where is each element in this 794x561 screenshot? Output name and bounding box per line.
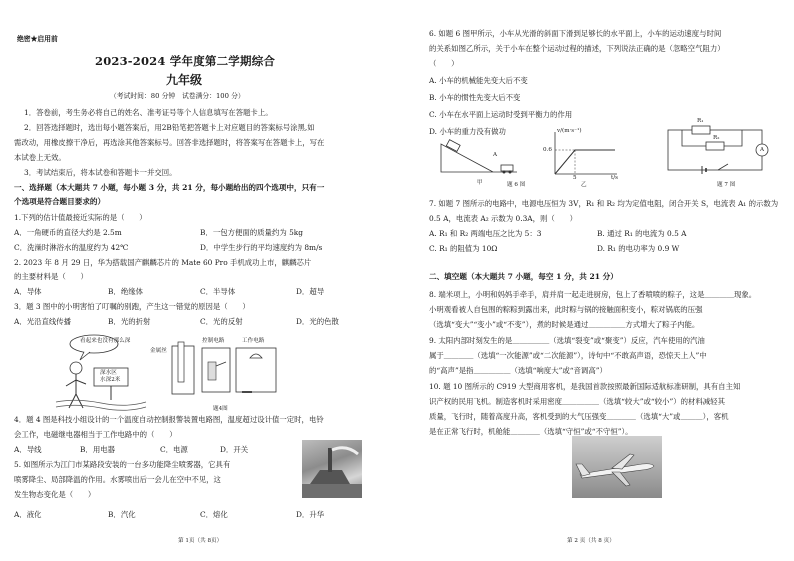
q6-option-d: D. 小车的重力没有做功 [429, 127, 506, 136]
figure-4-label-wire: 金属丝 [150, 348, 167, 354]
q1-option-a: A．一角硬币的直径大约是 2.5m [14, 228, 122, 237]
q1-option-d: D．中学生步行的平均速度约为 8m/s [200, 243, 323, 252]
q9-line-1: 9. 太阳内部时刻发生的是＿＿＿＿＿（选填“裂变”或“聚变”）反应，汽车使用的汽油 [429, 336, 705, 345]
q8-line-1: 8. 端米项上，小明和妈妈手牵手，肩并肩一起走进厨房，包上了香喷喷的粽子，这是＿＿＿＿现象。 [429, 290, 757, 299]
q4-option-a: A．导线 [14, 445, 42, 454]
q1-stem: 1.下列的估计值最接近实际的是（ ） [14, 213, 147, 222]
figure-4-caption: 题4图 [213, 406, 228, 412]
q2-option-b: B．绝缘体 [108, 287, 143, 296]
figure-4-circuit [160, 336, 280, 406]
q1-option-c: C．洗澡时淋浴水的温度约为 42℃ [14, 243, 129, 252]
figure-3-sign-line-1: 深水区 [100, 370, 117, 376]
secret-mark: 绝密★启用前 [17, 35, 58, 43]
q4-option-b: B．用电器 [80, 445, 115, 454]
figure-7-ammeter-label: A [760, 147, 765, 153]
figure-7-circuit [662, 122, 772, 178]
q6-option-b: B. 小车的惯性先变大后不变 [429, 93, 521, 102]
q2-option-c: C．半导体 [200, 287, 236, 296]
figure-6-axis-v: v/(m·s⁻¹) [557, 128, 582, 134]
q3-stem: 3．题 3 图中的小明害怕了叮嘱的别跑，产生这一错觉的原因是（ ） [14, 302, 250, 311]
figure-6-vt-graph [545, 130, 619, 180]
q3-option-b: B．光的折射 [108, 317, 151, 326]
q3-option-d: D．光的色散 [296, 317, 339, 326]
q5-option-b: B．汽化 [108, 510, 136, 519]
figure-3-sign-line-2: 水深2米 [100, 377, 121, 383]
exam-info: （考试时间：80 分钟 试卷满分：100 分） [110, 92, 245, 100]
q2-stem: 2. 2023 年 8 月 29 日，华为搭载国产麒麟芯片的 Mate 60 Pro 手机成功上市，麒麟芯片 [14, 258, 312, 267]
figure-6-t1-label: 5 [573, 175, 577, 181]
q7-option-d: D. R₁ 的电功率为 0.9 W [597, 244, 680, 253]
figure-4-label-control: 控制电路 [202, 338, 225, 344]
figure-7-caption: 题 7 图 [717, 182, 736, 188]
figure-7-r1-label: R₁ [697, 118, 704, 124]
q10-line-2: 识产权的民用飞机。制造客机时采用密度＿＿＿＿＿（选填“较大”或“较小”）的材料减轻其 [429, 397, 725, 406]
figure-6-label-b: 乙 [581, 182, 587, 188]
figure-3-bubble-text: 看起来也没有那么深 [80, 338, 131, 344]
figure-6-axis-t: t/s [611, 175, 619, 181]
q4-option-c: C．电源 [160, 445, 188, 454]
q7-stem: 7. 如题 7 图所示的电路中，电源电压恒为 3V，R₁ 和 R₂ 均为定值电阻，闭合开关 S，电流表 A₁ 的示数为 [429, 199, 779, 208]
q6-stem-cont-2: （ ） [429, 59, 459, 68]
q4-stem: 4．题 4 图是科技小组设计的一个温度自动控制报警装置电路图，温度超过设计值一定时，电铃 [14, 415, 324, 424]
q7-option-b: B. 通过 R₁ 的电流为 0.5 A [597, 229, 687, 238]
q4-stem-cont: 会工作，电磁继电器相当于工作电路中的（ ） [14, 430, 177, 439]
q5-sprayer-photo [302, 440, 362, 498]
figure-7-r2-label: R₂ [713, 135, 720, 141]
q1-option-b: B．一包方便面的质量约为 5kg [200, 228, 303, 237]
figure-6-label-a: 甲 [477, 180, 483, 186]
q7-option-c: C. R₁ 的阻值为 10Ω [429, 244, 498, 253]
note-3: 需改动，用橡皮擦干净后，再选涂其他答案标号。回答非选择题时，将答案写在答题卡上，写在 [14, 138, 325, 147]
q6-option-a: A. 小车的机械能先变大后不变 [429, 76, 528, 85]
q3-option-a: A．光沿直线传播 [14, 317, 72, 326]
note-2: 2．回答选择题时，选出每小题答案后，用2B铅笔把答题卡上对应题目的答案标号涂黑,如 [24, 123, 315, 132]
note-5: 3．考试结束后，将本试卷和答题卡一并交回。 [24, 168, 177, 177]
q5-option-c: C．熔化 [200, 510, 228, 519]
exam-grade: 九年级 [166, 73, 203, 87]
section-2-title: 二、填空题（本大题共 7 小题，每空 1 分，共 21 分） [429, 272, 618, 281]
q2-stem-cont: 的主要材料是（ ） [14, 272, 88, 281]
figure-6-caption: 题 6 图 [507, 182, 526, 188]
q5-stem: 5. 如图所示为江门市某路段安装的一台多功能降尘喷雾器，它具有 [14, 460, 231, 469]
figure-6-v0-label: 0.6 [543, 147, 552, 153]
right-page [397, 0, 794, 561]
section-1-title: 一、选择题（本大题共 7 小题，每小题 3 分，共 21 分，每小题给出的四个选项中，只有一 [14, 183, 325, 192]
q2-option-d: D．超导 [296, 287, 325, 296]
q8-line-2: 小明观看被人自包围的粽粽到露出来，此时粽与锅的接触面积变小，粽对锅底的压强 [429, 305, 703, 314]
q7-stem-cont: 0.5 A，电流表 A₂ 示数为 0.3A，则（ ） [429, 214, 577, 223]
q5-option-a: A．液化 [14, 510, 42, 519]
note-4: 本试卷上无效。 [14, 153, 66, 162]
q9-line-3: 的“高声”是指＿＿＿＿＿（选填“响度大”或“音调高”） [429, 366, 607, 375]
q6-stem-cont-1: 的关系如图乙所示，关于小车在整个运动过程的描述，下列说法正确的是（忽略空气阻力） [429, 44, 725, 53]
q10-line-4: 是在正常飞行时，机舱能＿＿＿＿（选填“守恒”或“不守恒”）。 [429, 427, 633, 436]
q5-stem-cont-2: 发生物态变化是（ ） [14, 490, 96, 499]
section-1-title-cont: 个选项是符合题目要求的） [14, 197, 106, 206]
q2-option-a: A．导体 [14, 287, 42, 296]
exam-title: 2023-2024 学年度第二学期综合 [95, 54, 276, 68]
left-page-footer: 第 1页（共 8页） [178, 538, 223, 544]
q10-airplane-photo [572, 436, 662, 498]
note-1: 1．答卷前，考生务必将自己的姓名、准考证号等个人信息填写在答题卡上。 [24, 108, 273, 117]
q7-option-a: A. R₁ 和 R₂ 两端电压之比为 5：3 [429, 229, 542, 238]
q5-option-d: D．升华 [296, 510, 325, 519]
q6-option-c: C. 小车在水平面上运动时受到平衡力的作用 [429, 110, 573, 119]
q4-option-d: D．开关 [220, 445, 249, 454]
figure-6-incline [437, 138, 517, 178]
q3-option-c: C．光的反射 [200, 317, 243, 326]
q10-line-1: 10. 题 10 图所示的 C919 大型商用客机，是我国首款按照最新国际适航标准研制，具有自主知 [429, 382, 741, 391]
figure-4-label-working: 工作电路 [242, 338, 265, 344]
q6-stem: 6. 如题 6 图甲所示，小车从光滑的斜面下滑到足够长的水平面上，小车的运动速度与时间 [429, 29, 722, 38]
q8-line-3: （选填“变大”“变小”或“不变”），煮的时候是通过＿＿＿＿＿方式增大了粽子内能。 [429, 320, 700, 329]
q9-line-2: 属于＿＿＿＿（选填“一次能源”或“二次能源”），诗句中“不敢高声语，恐惊天上人”中 [429, 351, 707, 360]
figure-6-cart-label: A [493, 152, 498, 158]
q10-line-3: 质量，飞行时，随着高度升高，客机受到的大气压强变＿＿＿＿（选填“大”或＿＿＿），客机 [429, 412, 729, 421]
q5-stem-cont-1: 喷雾降尘、局部降温的作用。水雾喷出后一会儿在空中不见，这 [14, 475, 221, 484]
right-page-footer: 第 2 页（共 8 页） [567, 538, 615, 544]
